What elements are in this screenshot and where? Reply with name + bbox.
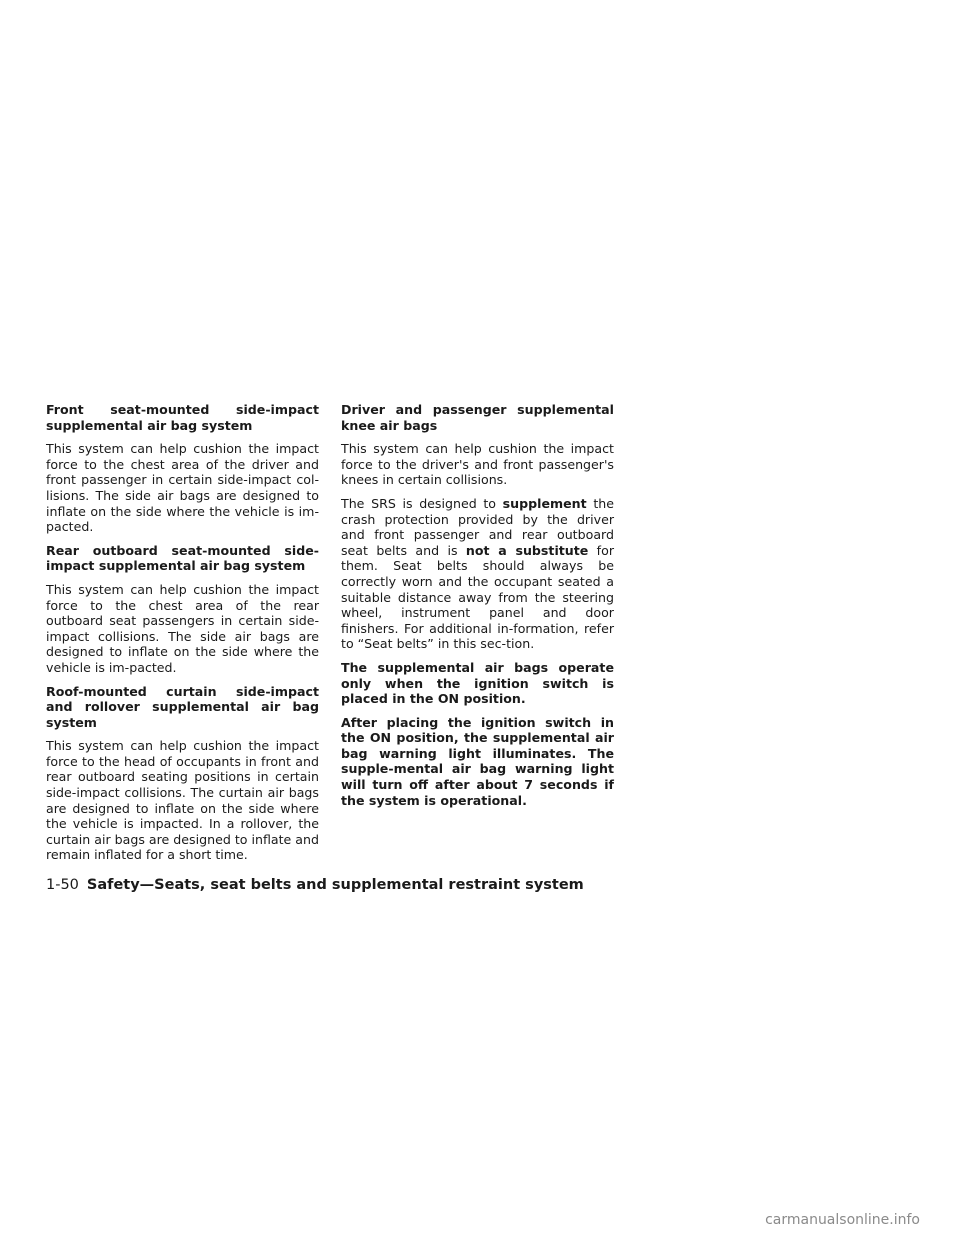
- page-number: 1-50: [46, 877, 79, 893]
- section-body-curtain-airbag: This system can help cushion the impact force to the head of occupants in front and rear outboard seating positions in certain side-impact collisions. The curtain air bags are designed to inflate on the side where the vehicle is impacted. In a rollover, the curtain air bags are designed to inflate and remain inflated for a short time.: [46, 738, 319, 863]
- srs-emphasis-supplement: supplement: [502, 495, 587, 511]
- srs-emphasis-not-substitute: not a substitute: [465, 542, 589, 558]
- section-heading-knee-airbag: Driver and passenger supplemental knee air bags: [341, 402, 614, 433]
- section-body-knee-airbag: This system can help cushion the impact force to the driver's and front passenger's knees in certain collisions.: [341, 441, 614, 488]
- page-footer: [46, 876, 584, 894]
- section-heading-rear-side-airbag: Rear outboard seat-mounted side-impact supplemental air bag system: [46, 542, 319, 574]
- section-heading-front-side-airbag: Front seat-mounted side-impact supplemental air bag system: [46, 402, 319, 433]
- right-column: [341, 402, 614, 816]
- left-column: [46, 402, 319, 871]
- warning-ignition-on: The supplemental air bags operate only when the ignition switch is placed in the ON position.: [341, 659, 614, 707]
- srs-paragraph: [341, 496, 614, 652]
- srs-text-3: for them. Seat belts should always be correctly worn and the occupant seated a suitable distance away from the steering wheel, instrument panel and door finishers. For additional in-formation, refer to “Seat belts” in this sec-tion.: [341, 542, 614, 652]
- chapter-title: Safety—Seats, seat belts and supplemental restraint system: [86, 877, 584, 893]
- site-watermark: carmanualsonline.info: [765, 1212, 920, 1228]
- section-heading-curtain-airbag: Roof-mounted curtain side-impact and rollover supplemental air bag system: [46, 683, 319, 730]
- warning-light-info: After placing the ignition switch in the ON position, the supplemental air bag warning light illuminates. The supple-mental air bag warning light will turn off after about 7 seconds if the system is operational.: [341, 714, 614, 808]
- srs-text-1: The SRS is designed to: [341, 495, 503, 511]
- srs-text-2: the crash protection provided by the driver and front passenger and rear outboard seat belts and is: [341, 495, 614, 558]
- section-body-front-side-airbag: This system can help cushion the impact force to the chest area of the driver and front passenger in certain side-impact col-lisions. The side air bags are designed to inflate on the side where the vehicle is im-pacted.: [46, 441, 319, 535]
- section-body-rear-side-airbag: This system can help cushion the impact force to the chest area of the rear outboard seat passengers in certain side-impact collisions. The side air bags are designed to inflate on the side where the vehicle is im-pacted.: [46, 581, 319, 675]
